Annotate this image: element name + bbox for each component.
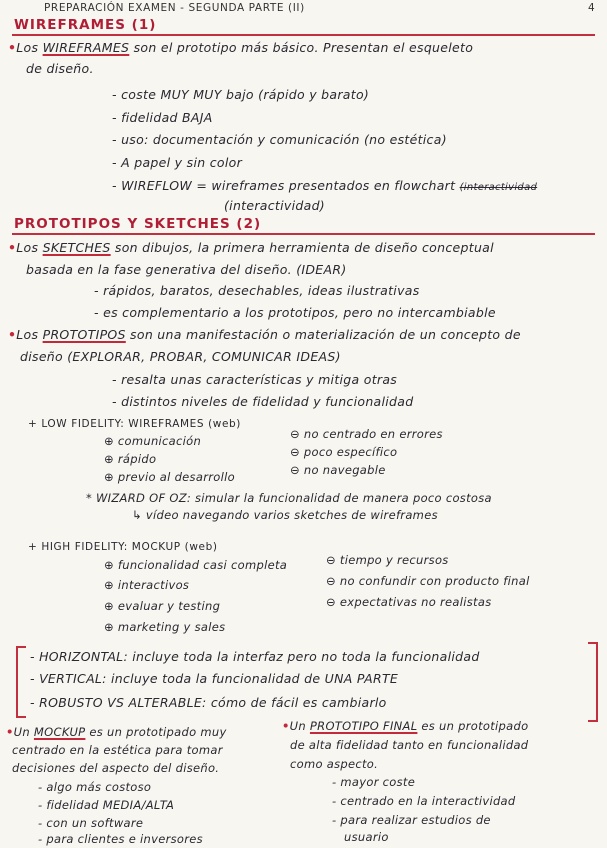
prototipos-title-rule: [12, 233, 595, 235]
low-pro-item: ⊕ comunicación: [104, 434, 202, 448]
prototipos-intro: •Los PROTOTIPOS son una manifestación o materialización de un concepto de: [8, 327, 521, 342]
wizard-of-oz-detail: ↳ vídeo navegando varios sketches de wireframes: [132, 508, 438, 522]
bullet-icon: •: [6, 725, 14, 739]
wizard-of-oz-note: * WIZARD OF OZ: simular la funcionalidad de manera poco costosa: [86, 491, 492, 505]
prototipo-final-item: - para realizar estudios de: [332, 813, 491, 827]
prototipos-intro-line2: diseño (EXPLORAR, PROBAR, COMUNICAR IDEAS): [20, 349, 341, 364]
mockup-item: - con un software: [38, 816, 144, 830]
wireframes-title-rule: [12, 34, 595, 36]
prototipos-item: - distintos niveles de fidelidad y funcionalidad: [112, 394, 414, 409]
wireframes-title: WIREFRAMES (1): [14, 17, 157, 33]
wireframes-intro: •Los WIREFRAMES son el prototipo más básico. Presentan el esqueleto: [8, 40, 474, 55]
prototipo-final-item: - centrado en la interactividad: [332, 794, 516, 808]
wireframes-item-wireflow: - WIREFLOW = wireframes presentados en flowchart (interactividad: [112, 178, 538, 193]
bullet-icon: •: [8, 40, 17, 55]
term-sketches: SKETCHES: [42, 240, 111, 255]
sketches-intro: •Los SKETCHES son dibujos, la primera herramienta de diseño conceptual: [8, 240, 494, 255]
mockup-item: - algo más costoso: [38, 780, 152, 794]
high-pro-item: ⊕ funcionalidad casi completa: [104, 558, 288, 572]
prototipo-final-item: - mayor coste: [332, 775, 416, 789]
mockup-line: centrado en la estética para tomar: [12, 743, 223, 757]
prototipo-final-line: como aspecto.: [290, 757, 379, 771]
page-header-title: PREPARACIÓN EXAMEN - SEGUNDA PARTE (II): [44, 2, 305, 14]
prototipos-item: - resalta unas características y mitiga otras: [112, 372, 398, 387]
mockup-line: decisiones del aspecto del diseño.: [12, 761, 220, 775]
mockup-intro: •Un MOCKUP es un prototipado muy: [6, 725, 227, 739]
high-pro-item: ⊕ evaluar y testing: [104, 599, 221, 613]
prototype-type-item: - HORIZONTAL: incluye toda la interfaz pero no toda la funcionalidad: [30, 649, 480, 664]
wireframes-item: - fidelidad BAJA: [112, 110, 213, 125]
page-number: 4: [588, 2, 596, 14]
left-bracket: [16, 646, 26, 718]
wireframes-intro-line2: de diseño.: [26, 61, 94, 76]
low-con-item: ⊖ no navegable: [290, 463, 386, 477]
low-pro-item: ⊕ rápido: [104, 452, 157, 466]
bullet-icon: •: [8, 327, 17, 342]
high-con-item: ⊖ expectativas no realistas: [326, 595, 492, 609]
wireframes-item: - uso: documentación y comunicación (no estética): [112, 132, 447, 147]
wireframes-item: - coste MUY MUY bajo (rápido y barato): [112, 87, 370, 102]
high-fidelity-title: + HIGH FIDELITY: MOCKUP (web): [28, 541, 218, 553]
term-mockup: MOCKUP: [33, 725, 86, 739]
high-pro-item: ⊕ interactivos: [104, 578, 190, 592]
sketches-item: - rápidos, baratos, desechables, ideas ilustrativas: [94, 283, 420, 298]
sketches-intro-line2: basada en la fase generativa del diseño. (IDEAR): [26, 262, 347, 277]
bullet-icon: •: [282, 719, 290, 733]
low-fidelity-title: + LOW FIDELITY: WIREFRAMES (web): [28, 418, 242, 430]
prototype-type-item: - ROBUSTO VS ALTERABLE: cómo de fácil es cambiarlo: [30, 695, 387, 710]
wireframes-item: - A papel y sin color: [112, 155, 243, 170]
wireflow-continuation: (interactividad): [224, 198, 325, 213]
prototipos-title: PROTOTIPOS Y SKETCHES (2): [14, 216, 262, 232]
right-bracket: [588, 642, 598, 722]
prototipo-final-line: de alta fidelidad tanto en funcionalidad: [290, 738, 529, 752]
sketches-item: - es complementario a los prototipos, pero no intercambiable: [94, 305, 496, 320]
low-con-item: ⊖ no centrado en errores: [290, 427, 443, 441]
low-pro-item: ⊕ previo al desarrollo: [104, 470, 235, 484]
prototipo-final-item: usuario: [344, 830, 389, 844]
prototype-type-item: - VERTICAL: incluye toda la funcionalidad de UNA PARTE: [30, 671, 399, 686]
mockup-item: - para clientes e inversores: [38, 832, 203, 846]
term-prototipos: PROTOTIPOS: [42, 327, 126, 342]
prototipo-final-intro: •Un PROTOTIPO FINAL es un prototipado: [282, 719, 529, 733]
struck-text: (interactividad: [459, 182, 538, 193]
high-con-item: ⊖ no confundir con producto final: [326, 574, 530, 588]
high-con-item: ⊖ tiempo y recursos: [326, 553, 449, 567]
bullet-icon: •: [8, 240, 17, 255]
term-prototipo-final: PROTOTIPO FINAL: [309, 719, 418, 733]
term-wireframes: WIREFRAMES: [42, 40, 130, 55]
low-con-item: ⊖ poco específico: [290, 445, 398, 459]
mockup-item: - fidelidad MEDIA/ALTA: [38, 798, 175, 812]
high-pro-item: ⊕ marketing y sales: [104, 620, 226, 634]
